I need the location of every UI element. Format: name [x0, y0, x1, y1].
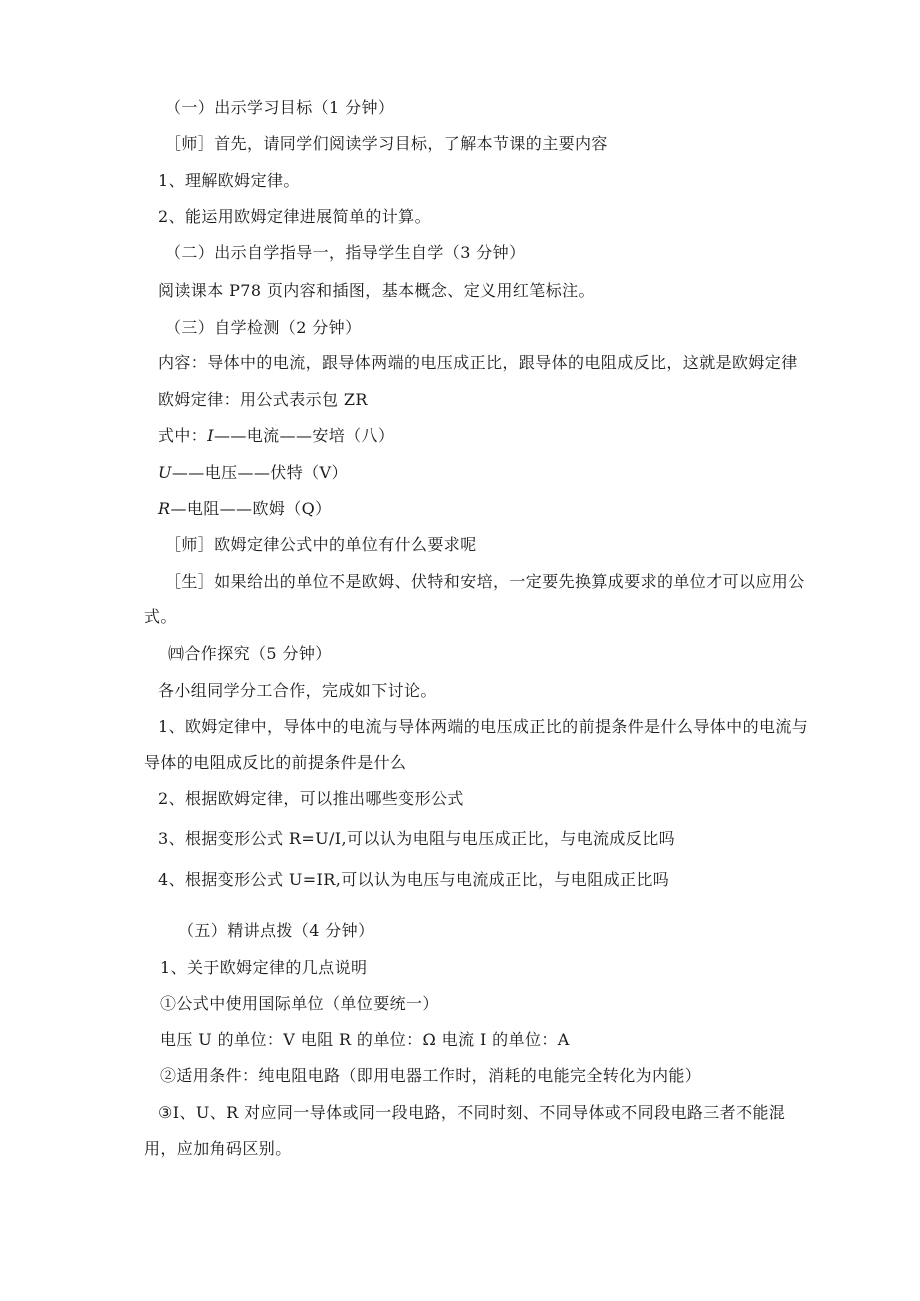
goal-1: 1、理解欧姆定律。 — [158, 171, 300, 190]
variable-voltage — [158, 463, 348, 483]
question-1-line-2: 导体的电阻成反比的前提条件是什么 — [144, 753, 407, 772]
teacher-question: ［师］欧姆定律公式中的单位有什么要求呢 — [165, 535, 477, 554]
explain-item-3-line-1: ③I、U、R 对应同一导体或同一段电路，不同时刻、不同导体或不同段电路三者不能混 — [158, 1103, 786, 1122]
symbol-r: R — [158, 499, 171, 518]
explain-item-2: ②适用条件：纯电阻电路（即用电器工作时，消耗的电能完全转化为内能） — [160, 1066, 702, 1085]
question-3: 3、根据变形公式 R=U/I,可以认为电阻与电压成正比，与电流成反比吗 — [158, 829, 676, 848]
question-2: 2、根据欧姆定律，可以推出哪些变形公式 — [158, 789, 464, 808]
explain-item-1: ①公式中使用国际单位（单位要统一） — [160, 994, 439, 1013]
section-3-heading: （三）自学检测（2 分钟） — [165, 318, 362, 337]
symbol-i: I — [207, 426, 214, 445]
goal-2: 2、能运用欧姆定律进展简单的计算。 — [158, 207, 431, 226]
law-formula: 欧姆定律：用公式表示包 ZR — [158, 390, 368, 409]
student-answer-line-2: 式。 — [144, 607, 177, 626]
units-line: 电压 U 的单位：V 电阻 R 的单位：Ω 电流 I 的单位：A — [160, 1030, 570, 1049]
section-5-heading: （五）精讲点拨（4 分钟） — [178, 921, 375, 940]
section-2-heading: （二）出示自学指导一，指导学生自学（3 分钟） — [165, 243, 526, 262]
discussion-intro: 各小组同学分工合作，完成如下讨论。 — [158, 681, 437, 700]
variable-resistance — [158, 499, 332, 519]
symbol-u: U — [158, 463, 172, 482]
reading-instruction: 阅读课本 P78 页内容和插图，基本概念、定义用红笔标注。 — [158, 281, 595, 300]
explain-item-3-line-2: 用，应加角码区别。 — [144, 1139, 292, 1158]
student-answer-line-1: ［生］如果给出的单位不是欧姆、伏特和安培，一定要先换算成要求的单位才可以应用公 — [165, 572, 805, 591]
point-1: 1、关于欧姆定律的几点说明 — [160, 958, 368, 977]
section-4-heading: ㈣合作探究（5 分钟） — [168, 644, 332, 663]
section-1-heading: （一）出示学习目标（1 分钟） — [165, 98, 395, 117]
voltage-desc: ——电压——伏特（V） — [171, 463, 348, 482]
variable-current — [158, 426, 394, 446]
law-content: 内容：导体中的电流，跟导体两端的电压成正比，跟导体的电阻成反比，这就是欧姆定律 — [158, 353, 798, 372]
where-prefix: 式中： — [158, 426, 208, 445]
resistance-desc: —电阻——欧姆（Q） — [170, 499, 332, 518]
question-1-line-1: 1、欧姆定律中，导体中的电流与导体两端的电压成正比的前提条件是什么导体中的电流与 — [158, 717, 809, 736]
current-desc: ——电流——安培（八） — [213, 426, 395, 445]
teacher-intro: ［师］首先，请同学们阅读学习目标，了解本节课的主要内容 — [165, 134, 608, 153]
question-4: 4、根据变形公式 U=IR,可以认为电压与电流成正比，与电阻成正比吗 — [158, 870, 670, 889]
